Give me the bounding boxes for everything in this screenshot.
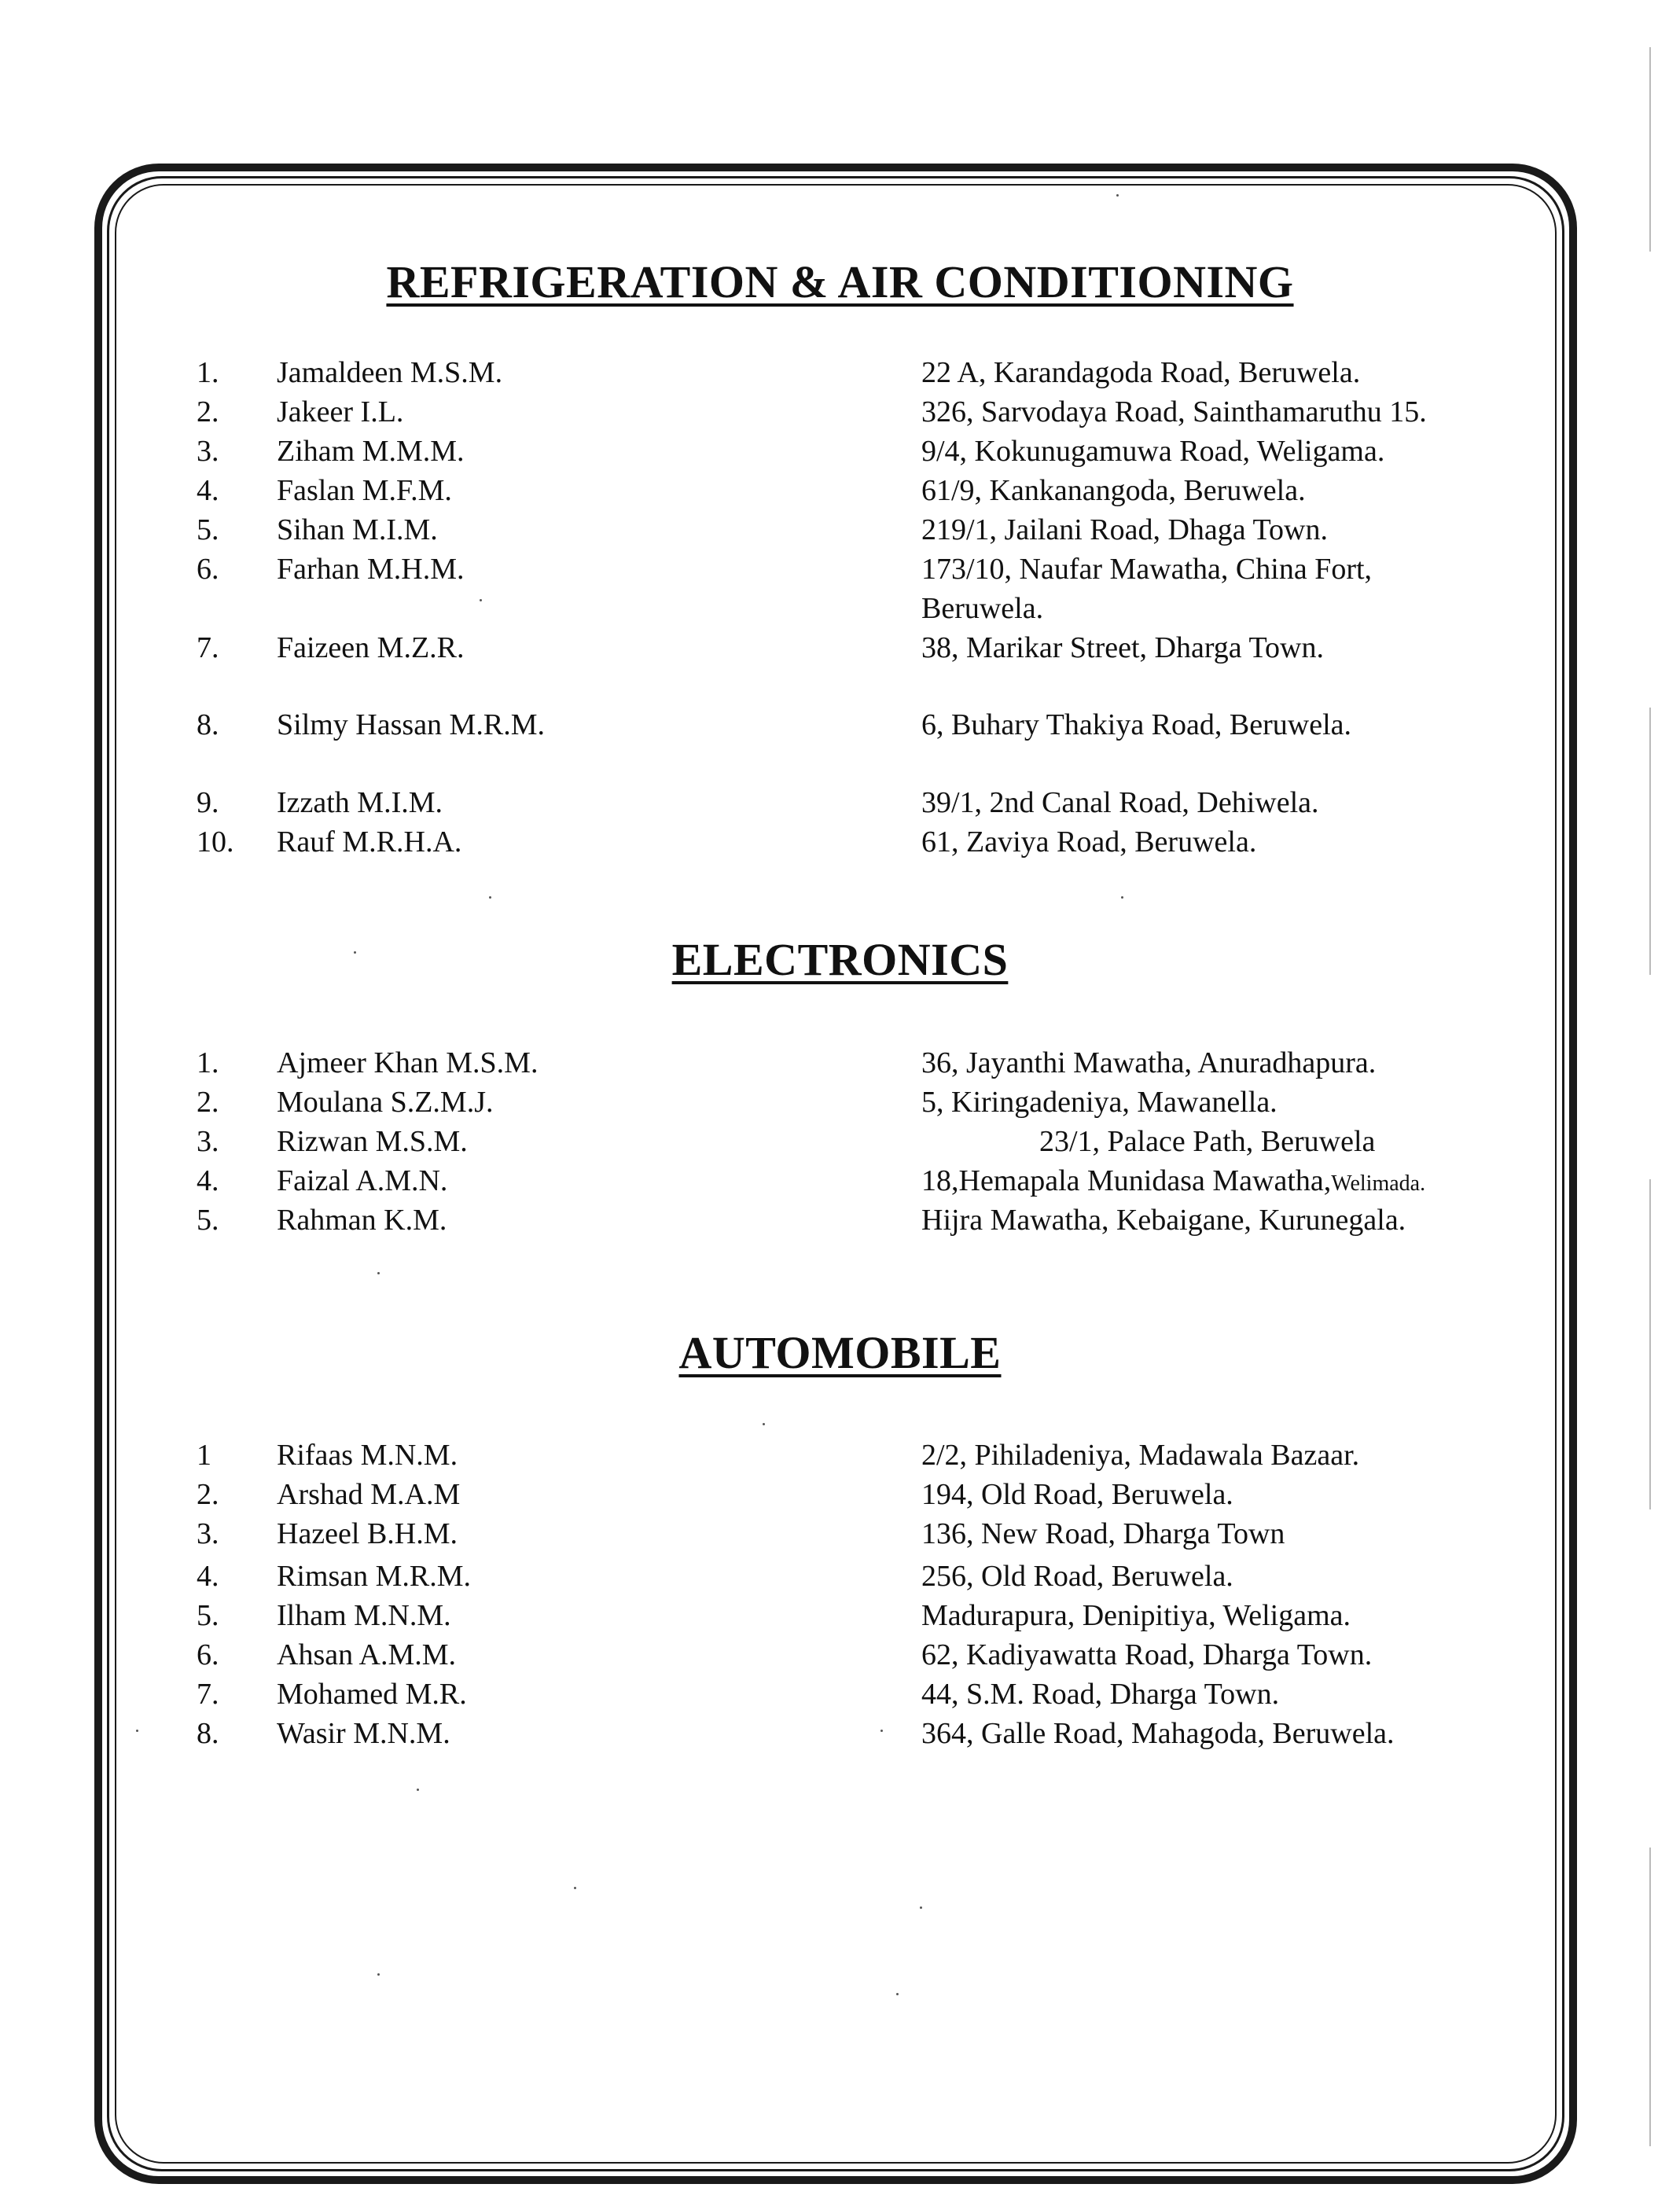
item-number: 4. <box>197 1164 219 1197</box>
item-number: 5. <box>197 1599 219 1632</box>
list-item <box>0 1514 1680 1553</box>
list-item <box>0 705 1680 745</box>
item-number: 6. <box>197 553 219 586</box>
address: 136, New Road, Dharga Town <box>921 1517 1285 1550</box>
item-number: 8. <box>197 708 219 741</box>
person-name: Rahman K.M. <box>277 1204 447 1237</box>
list-item <box>0 783 1680 822</box>
address: 2/2, Pihiladeniya, Madawala Bazaar. <box>921 1439 1360 1472</box>
item-number: 5. <box>197 513 219 546</box>
address: 23/1, Palace Path, Beruwela <box>1039 1125 1376 1158</box>
address-main: 18,Hemapala Munidasa Mawatha, <box>921 1164 1332 1197</box>
person-name: Faizeen M.Z.R. <box>277 631 465 664</box>
person-name: Mohamed M.R. <box>277 1678 467 1711</box>
address: 256, Old Road, Beruwela. <box>921 1560 1233 1593</box>
address: 44, S.M. Road, Dharga Town. <box>921 1678 1280 1711</box>
address: 61, Zaviya Road, Beruwela. <box>921 825 1257 859</box>
item-number: 7. <box>197 1678 219 1711</box>
item-number: 7. <box>197 631 219 664</box>
list-item-continuation <box>0 589 1680 628</box>
address: 36, Jayanthi Mawatha, Anuradhapura. <box>921 1046 1377 1079</box>
address: 38, Marikar Street, Dharga Town. <box>921 631 1324 664</box>
list-item <box>0 822 1680 862</box>
person-name: Faslan M.F.M. <box>277 474 452 507</box>
item-number: 4. <box>197 474 219 507</box>
person-name: Faizal A.M.N. <box>277 1164 448 1197</box>
address: Madurapura, Denipitiya, Weligama. <box>921 1599 1351 1632</box>
person-name: Arshad M.A.M <box>277 1478 461 1511</box>
person-name: Sihan M.I.M. <box>277 513 438 546</box>
item-number: 9. <box>197 786 219 819</box>
list-item <box>0 1122 1680 1161</box>
address: 61/9, Kankanangoda, Beruwela. <box>921 474 1306 507</box>
address: 5, Kiringadeniya, Mawanella. <box>921 1086 1277 1119</box>
address <box>921 1161 1425 1204</box>
person-name: Rimsan M.R.M. <box>277 1560 472 1593</box>
item-number: 2. <box>197 1086 219 1119</box>
person-name: Rifaas M.N.M. <box>277 1439 458 1472</box>
scan-speck <box>136 1730 138 1732</box>
person-name: Rauf M.R.H.A. <box>277 825 462 859</box>
address: 364, Galle Road, Mahagoda, Beruwela. <box>921 1717 1395 1750</box>
person-name: Ziham M.M.M. <box>277 435 465 468</box>
address: 6, Buhary Thakiya Road, Beruwela. <box>921 708 1351 741</box>
list-item <box>0 432 1680 471</box>
person-name: Hazeel B.H.M. <box>277 1517 458 1550</box>
scan-speck <box>489 896 491 899</box>
scan-speck <box>763 1423 765 1425</box>
person-name: Farhan M.H.M. <box>277 553 465 586</box>
list-item <box>0 1161 1680 1200</box>
item-number: 1. <box>197 1046 219 1079</box>
item-number: 10. <box>197 825 234 859</box>
address-line-2: Beruwela. <box>921 592 1044 625</box>
scan-speck <box>880 1730 883 1732</box>
scan-speck <box>480 599 482 601</box>
list-item <box>0 1635 1680 1675</box>
person-name: Jakeer I.L. <box>277 395 404 428</box>
list-item <box>0 471 1680 510</box>
list-item <box>0 550 1680 589</box>
scan-speck <box>417 1789 419 1791</box>
address: 219/1, Jailani Road, Dhaga Town. <box>921 513 1328 546</box>
address: 173/10, Naufar Mawatha, China Fort, <box>921 553 1373 586</box>
person-name: Ahsan A.M.M. <box>277 1638 457 1671</box>
address: 62, Kadiyawatta Road, Dharga Town. <box>921 1638 1373 1671</box>
item-number: 2. <box>197 1478 219 1511</box>
item-number: 4. <box>197 1560 219 1593</box>
scan-speck <box>377 1272 380 1274</box>
list-item <box>0 1596 1680 1635</box>
address: 39/1, 2nd Canal Road, Dehiwela. <box>921 786 1319 819</box>
item-number: 6. <box>197 1638 219 1671</box>
item-number: 1. <box>197 356 219 389</box>
person-name: Izzath M.I.M. <box>277 786 443 819</box>
address: 326, Sarvodaya Road, Sainthamaruthu 15. <box>921 395 1427 428</box>
section-title-refrigeration: REFRIGERATION & AIR CONDITIONING <box>386 256 1294 307</box>
list-item <box>0 1043 1680 1083</box>
item-number: 3. <box>197 1125 219 1158</box>
address-town: Welimada. <box>1331 1171 1426 1196</box>
item-number: 2. <box>197 395 219 428</box>
list-item <box>0 1475 1680 1514</box>
item-number: 8. <box>197 1717 219 1750</box>
item-number: 5. <box>197 1204 219 1237</box>
list-item <box>0 353 1680 392</box>
person-name: Rizwan M.S.M. <box>277 1125 468 1158</box>
person-name: Ilham M.N.M. <box>277 1599 451 1632</box>
section-title-electronics: ELECTRONICS <box>671 934 1009 985</box>
scan-speck <box>1121 896 1123 899</box>
scan-speck <box>574 1887 576 1889</box>
address: 22 A, Karandagoda Road, Beruwela. <box>921 356 1361 389</box>
list-item <box>0 1200 1680 1240</box>
scan-edge-mark <box>1649 1848 1651 2146</box>
scan-speck <box>1116 194 1119 197</box>
item-number: 1 <box>197 1439 211 1472</box>
scan-speck <box>354 951 356 954</box>
list-item <box>0 1557 1680 1596</box>
person-name: Moulana S.Z.M.J. <box>277 1086 494 1119</box>
section-title-automobile: AUTOMOBILE <box>678 1327 1002 1378</box>
list-item <box>0 1714 1680 1753</box>
list-item <box>0 1436 1680 1475</box>
list-item <box>0 392 1680 432</box>
scan-speck <box>896 1993 899 1995</box>
item-number: 3. <box>197 1517 219 1550</box>
list-item <box>0 510 1680 550</box>
person-name: Ajmeer Khan M.S.M. <box>277 1046 539 1079</box>
scan-speck <box>920 1906 922 1909</box>
list-item <box>0 1675 1680 1714</box>
address: 9/4, Kokunugamuwa Road, Weligama. <box>921 435 1385 468</box>
item-number: 3. <box>197 435 219 468</box>
list-item <box>0 628 1680 667</box>
list-item <box>0 1083 1680 1122</box>
person-name: Jamaldeen M.S.M. <box>277 356 503 389</box>
person-name: Silmy Hassan M.R.M. <box>277 708 545 741</box>
address: Hijra Mawatha, Kebaigane, Kurunegala. <box>921 1204 1406 1237</box>
address: 194, Old Road, Beruwela. <box>921 1478 1233 1511</box>
person-name: Wasir M.N.M. <box>277 1717 450 1750</box>
scan-speck <box>377 1973 380 1976</box>
scan-edge-mark <box>1649 47 1651 252</box>
